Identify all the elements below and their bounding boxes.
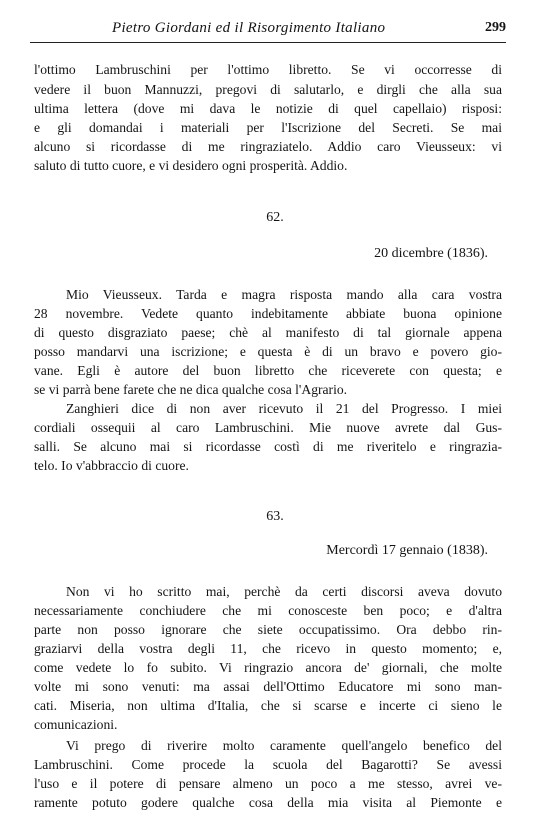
text-line: saluto di tutto cuore, e vi desidero ogni prosperità. Addio. <box>34 158 348 173</box>
text-line: 28 novembre. Vedete quanto indebitamente abbiate buona opinione <box>34 306 502 321</box>
text-line: Vi prego di riverire molto caramente quell'angelo benefico del <box>66 738 502 753</box>
text-line: Lambruschini. Come procede la scuola del Bagarotti? Se avessi <box>34 757 502 772</box>
text-line: alcuno si ricordasse di me ringraziatelo. Addio caro Vieusseux: vi <box>34 139 502 154</box>
text-line: telo. Io v'abbraccio di cuore. <box>34 458 189 473</box>
text-line: salli. Se alcuno mai si ricordasse costì di me riveritelo e ringrazia- <box>34 439 502 454</box>
text-line: e gli domandai i materiali per l'Iscrizione del Secreti. Se mai <box>34 120 502 135</box>
letter-number: 62. <box>266 210 284 225</box>
text-line: volte mi sono venuti: ma assai dell'Ottimo Educatore mi sono man- <box>34 679 502 694</box>
text-line: comunicazioni. <box>34 717 118 732</box>
text-line: vane. Egli è autore del buon libretto che riceverete con questa; e <box>34 363 502 378</box>
text-line: Non vi ho scritto mai, perchè da certi discorsi aveva dovuto <box>66 584 502 599</box>
text-line: ultima lettera (dove mi dava le notizie di quel capellaio) risposi: <box>34 101 502 116</box>
text-line: come vedete lo fo subito. Vi ringrazio ancora de' giornali, che molte <box>34 660 502 675</box>
text-line: graziarvi della vostra degli 11, che ricevo in questo momento; e, <box>34 641 502 656</box>
text-line: vedere il buon Mannuzzi, pregovi di salutarlo, e dirgli che alla sua <box>34 82 502 97</box>
letter-date: Mercordì 17 gennaio (1838). <box>326 543 488 558</box>
running-header <box>30 20 506 43</box>
text-line: cordiali ossequii al caro Lambruschini. Mie nuove avrete dal Gus- <box>34 420 502 435</box>
text-line: l'ottimo Lambruschini per l'ottimo libretto. Se vi occorresse di <box>34 62 502 77</box>
text-line: Mio Vieusseux. Tarda e magra risposta mando alla cara vostra <box>66 287 502 302</box>
text-line: ramente potuto godere qualche cosa della mia visita al Piemonte e <box>34 795 502 810</box>
text-line: l'uso e il potere di pensare almeno un poco a me stesso, avrei ve- <box>34 776 502 791</box>
text-line: Zanghieri dice di non aver ricevuto il 21 del Progresso. I miei <box>66 401 502 416</box>
text-line: di questo disgraziato paese; chè al manifesto di tal giornale appena <box>34 325 502 340</box>
text-line: parte non posso ignorare che siete occupatissimo. Ora debbo rin- <box>34 622 502 637</box>
page-number: 299 <box>485 20 506 35</box>
running-title: Pietro Giordani ed il Risorgimento Italiano <box>112 20 386 36</box>
text-line: posso mandarvi una iscrizione; e questa è di un bravo e povero gio- <box>34 344 502 359</box>
letter-number: 63. <box>266 509 284 524</box>
text-line: se vi parrà bene farete che ne dica qualche cosa l'Agrario. <box>34 382 348 397</box>
text-line: cati. Miseria, non ultima d'Italia, che si scarse e incerte ci sieno le <box>34 698 502 713</box>
letter-date: 20 dicembre (1836). <box>374 246 488 261</box>
text-line: necessariamente conchiudere che mi conosceste ben poco; e d'altra <box>34 603 502 618</box>
